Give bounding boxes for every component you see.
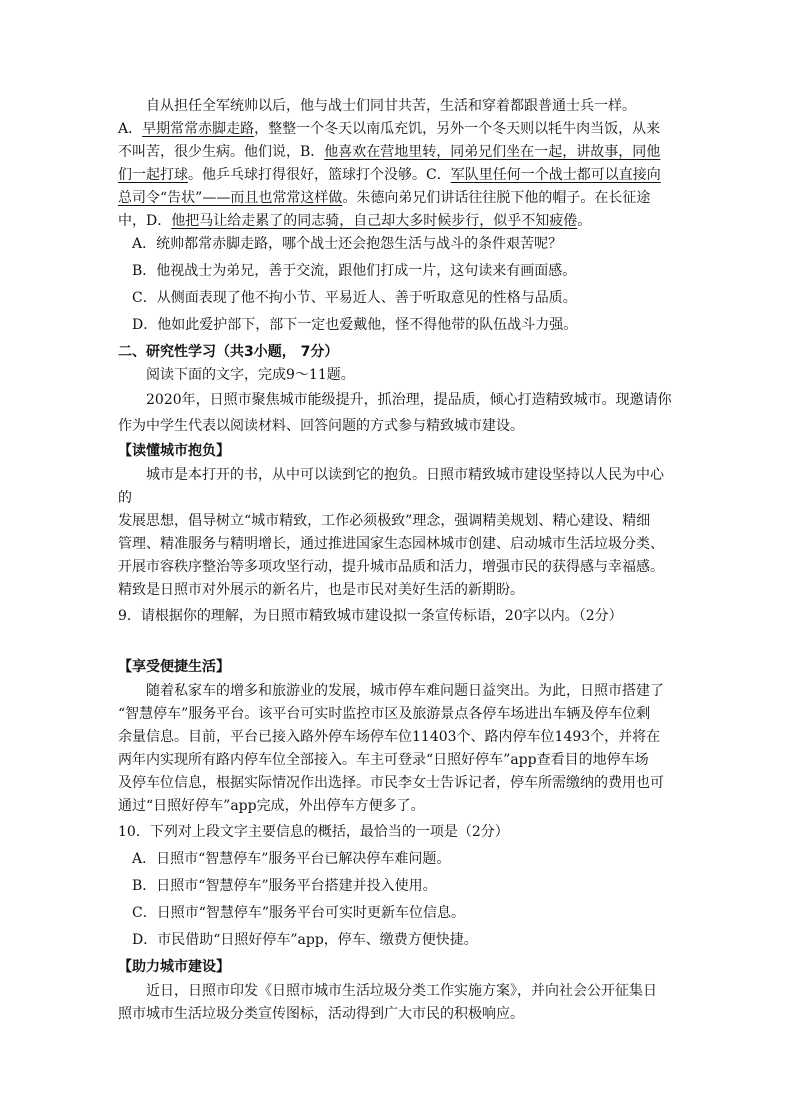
- option-c: C．从侧面表现了他不拘小节、平易近人、善于听取意见的性格与品质。: [132, 290, 577, 306]
- part2-line-2: “智慧停车”服务平台。该平台可实时监控市区及旅游景点各停车场进出车辆及停车位剩: [118, 706, 651, 722]
- section-heading: 二、研究性学习（共3小题， 7分）: [118, 344, 339, 360]
- q10-option-b: B．日照市“智慧停车”服务平台搭建并投入使用。: [132, 878, 437, 894]
- underlined-sentence-d: 他把马让给走累了的同志骑，自己却大多时候步行，似乎不知疲倦: [171, 213, 578, 229]
- intro-paragraph-line-2: 作为中学生代表以阅读材料、回答问题的方式参与精致城市建设。: [118, 418, 524, 434]
- part-title-build: 【助力城市建设】: [118, 959, 230, 975]
- passage-line-1: 自从担任全军统帅以后，他与战士们同甘共苦，生活和穿着都跟普通士兵一样。: [146, 98, 636, 114]
- part1-line-2: 的: [118, 490, 132, 506]
- part1-line-5: 开展市容秩序整治等多项攻坚行动，提升城市品质和活力，增强市民的获得感与幸福感。: [118, 559, 664, 575]
- part1-line-1: 城市是本打开的书，从中可以读到它的抱负。日照市精致城市建设坚持以人民为中心: [146, 467, 664, 483]
- part1-line-3: 发展思想，倡导树立“城市精致，工作必须极致”理念，强调精美规划、精心建设、精细: [118, 513, 651, 529]
- underlined-sentence-a: 早期常常赤脚走路: [142, 121, 255, 137]
- underlined-sentence-b-cont: 们一起打球: [118, 167, 188, 183]
- option-b: B．他视战士为弟兄，善于交流，跟他们打成一片，这句读来有画面感。: [132, 263, 577, 279]
- part-title-convenience: 【享受便捷生活】: [118, 659, 230, 675]
- q10-option-d: D．市民借助“日照好停车”app，停车、缴费方便快捷。: [132, 932, 478, 948]
- part3-line-2: 照市城市生活垃圾分类宣传图标，活动得到广大市民的积极响应。: [118, 1006, 524, 1022]
- q10-option-c: C．日照市“智慧停车”服务平台可实时更新车位信息。: [132, 905, 466, 921]
- part2-line-3: 余量信息。目前，平台已接入路外停车场停车位11403个、路内停车位1493个，并将在: [118, 729, 661, 745]
- part2-line-1: 随着私家车的增多和旅游业的发展，城市停车难问题日益突出。为此，日照市搭建了: [146, 683, 664, 699]
- part1-line-6: 精致是日照市对外展示的新名片，也是市民对美好生活的新期盼。: [118, 582, 524, 598]
- q10-option-a: A．日照市“智慧停车”服务平台已解决停车难问题。: [132, 851, 451, 867]
- section-intro: 阅读下面的文字，完成9～11题。: [146, 367, 355, 383]
- option-d: D．他如此爱护部下，部下一定也爱戴他，怪不得他带的队伍战斗力强。: [132, 317, 578, 333]
- underlined-sentence-b: 他喜欢在营地里转，同弟兄们坐在一起，讲故事，同他: [324, 144, 661, 160]
- option-a: A．统帅都常赤脚走路，哪个战士还会抱怨生活与战斗的条件艰苦呢？: [132, 236, 563, 252]
- part2-line-5: 及停车位信息，根据实际情况作出选择。市民李女士告诉记者，停车所需缴纳的费用也可: [118, 775, 664, 791]
- part-title-ambition: 【读懂城市抱负】: [118, 443, 230, 459]
- part2-line-4: 两年内实现所有路内停车位全部接入。车主可登录“日照好停车”app查看目的地停车场: [118, 752, 649, 768]
- part1-line-4: 管理、精准服务与精明增长，通过推进国家生态园林城市创建、启动城市生活垃圾分类、: [118, 536, 664, 552]
- question-9: 9．请根据你的理解，为日照市精致城市建设拟一条宣传标语，20字以内。（2分）: [118, 608, 623, 624]
- intro-paragraph-line-1: 2020年，日照市聚焦城市能级提升，抓治理，提品质，倾心打造精致城市。现邀请你: [146, 392, 672, 408]
- passage-line-3: 不叫苦，很少生病。他们说，B．他喜欢在营地里转，同弟兄们坐在一起，讲故事，同他: [118, 144, 661, 160]
- part3-line-1: 近日，日照市印发《日照市城市生活垃圾分类工作实施方案》，并向社会公开征集日: [146, 983, 657, 999]
- part2-line-6: 通过“日照好停车”app完成，外出停车方便多了。: [118, 798, 425, 814]
- passage-line-5: 总司令“告状”——而且也常常这样做。朱德向弟兄们讲话往往脱下他的帽子。在长征途: [118, 190, 651, 206]
- underlined-sentence-c: 军队里任何一个战士都可以直接向: [450, 167, 661, 183]
- question-10: 10．下列对上段文字主要信息的概括，最恰当的一项是（2分）: [118, 824, 509, 840]
- underlined-sentence-c-cont: 总司令“告状”——而且也常常这样做: [118, 190, 343, 206]
- passage-line-4: 们一起打球。他乒乓球打得很好，篮球打个没够。C．军队里任何一个战士都可以直接向: [118, 167, 661, 183]
- passage-line-6: 中，D．他把马让给走累了的同志骑，自己却大多时候步行，似乎不知疲倦。: [118, 213, 592, 229]
- passage-line-2: A．早期常常赤脚走路，整整一个冬天以南瓜充饥，另外一个冬天则以牦牛肉当饭，从来: [118, 121, 661, 137]
